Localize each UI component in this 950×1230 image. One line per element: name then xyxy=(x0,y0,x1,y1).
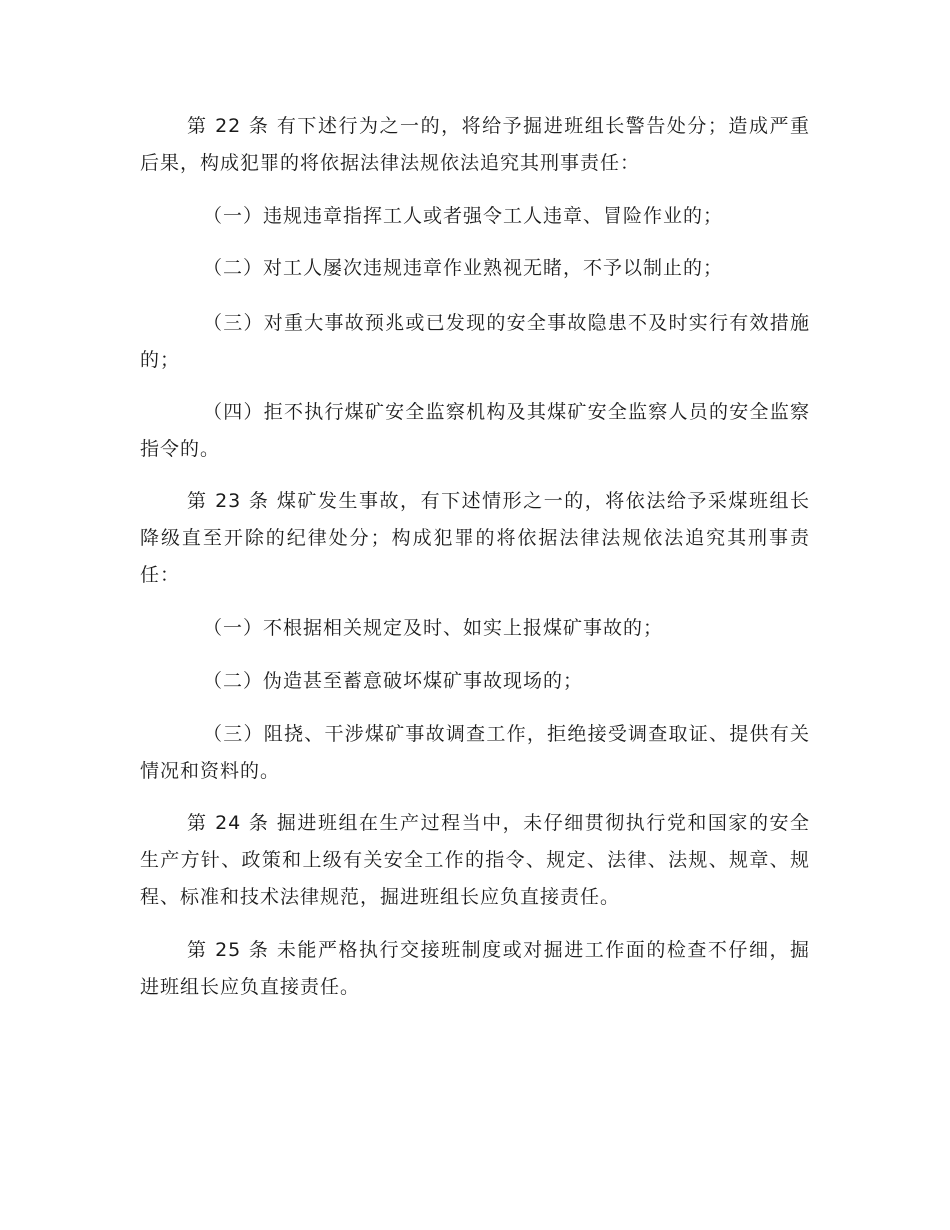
article-24: 第 24 条 掘进班组在生产过程当中，未仔细贯彻执行党和国家的安全生产方针、政策和上级有关安全工作的指令、规定、法律、法规、规章、规程、标准和技术法律规范，掘进班组长应负直接责任。 xyxy=(140,812,810,908)
article-22: 第 22 条 有下述行为之一的，将给予掘进班组长警告处分；造成严重后果，构成犯罪的将依据法律法规依法追究其刑事责任： xyxy=(140,115,810,174)
article-22-item-4: （四）拒不执行煤矿安全监察机构及其煤矿安全监察人员的安全监察指令的。 xyxy=(140,401,810,460)
article-23-item-3: （三）阻挠、干涉煤矿事故调查工作，拒绝接受调查取证、提供有关情况和资料的。 xyxy=(140,723,810,782)
article-23: 第 23 条 煤矿发生事故，有下述情形之一的，将依法给予采煤班组长降级直至开除的纪律处分；构成犯罪的将依据法律法规依法追究其刑事责任： xyxy=(140,490,810,586)
article-23-item-2: （二）伪造甚至蓄意破坏煤矿事故现场的； xyxy=(203,670,584,692)
article-22-item-3: （三）对重大事故预兆或已发现的安全事故隐患不及时实行有效措施的； xyxy=(140,312,810,371)
article-22-item-2: （二）对工人屡次违规违章作业熟视无睹，不予以制止的； xyxy=(203,257,724,279)
article-22-item-1: （一）违规违章指挥工人或者强令工人违章、冒险作业的； xyxy=(203,205,724,227)
article-23-item-1: （一）不根据相关规定及时、如实上报煤矿事故的； xyxy=(203,617,664,639)
article-25: 第 25 条 未能严格执行交接班制度或对掘进工作面的检查不仔细，掘进班组长应负直接责任。 xyxy=(140,939,810,998)
